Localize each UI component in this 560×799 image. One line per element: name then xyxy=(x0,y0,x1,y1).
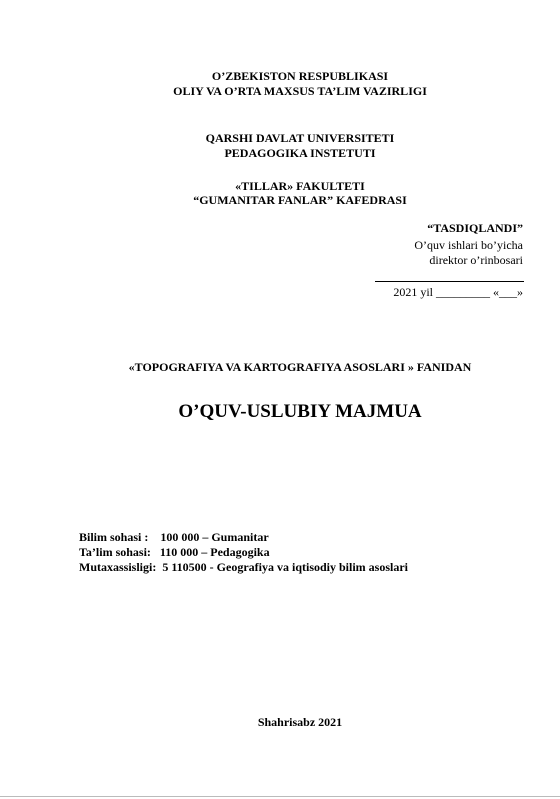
info-specialty: Mutaxassisligi: 5 110500 - Geografiya va iqtisodiy bilim asoslari xyxy=(79,560,409,574)
header-faculty: «TILLAR» FAKULTETI xyxy=(235,179,365,193)
approval-title: “TASDIQLANDI” xyxy=(427,221,523,235)
page-bottom-edge xyxy=(0,796,560,797)
subject-title: «TOPOGRAFIYA VA KARTOGRAFIYA ASOSLARI » FANIDAN xyxy=(128,360,472,374)
header-ministry: OLIY VA O’RTA MAXSUS TA’LIM VAZIRLIGI xyxy=(173,84,427,98)
main-title: O’QUV-USLUBIY MAJMUA xyxy=(178,401,422,422)
approval-line-1: O’quv ishlari bo’yicha xyxy=(414,238,523,252)
header-department: “GUMANITAR FANLAR” KAFEDRASI xyxy=(193,193,407,207)
header-republic: O’ZBEKISTON RESPUBLIKASI xyxy=(211,69,389,83)
footer-place-year: Shahrisabz 2021 xyxy=(257,715,343,729)
header-institute: PEDAGOGIKA INSTETUTI xyxy=(224,146,376,160)
header-university: QARSHI DAVLAT UNIVERSITETI xyxy=(205,131,395,145)
approval-date: 2021 yil _________ «___» xyxy=(393,285,523,299)
approval-line-2: direktor o’rinbosari xyxy=(429,253,523,267)
signature-line xyxy=(375,281,524,282)
info-block xyxy=(79,530,408,575)
info-education-area: Ta’lim sohasi: 110 000 – Pedagogika xyxy=(79,545,270,559)
info-knowledge-area: Bilim sohasi : 100 000 – Gumanitar xyxy=(79,530,269,544)
